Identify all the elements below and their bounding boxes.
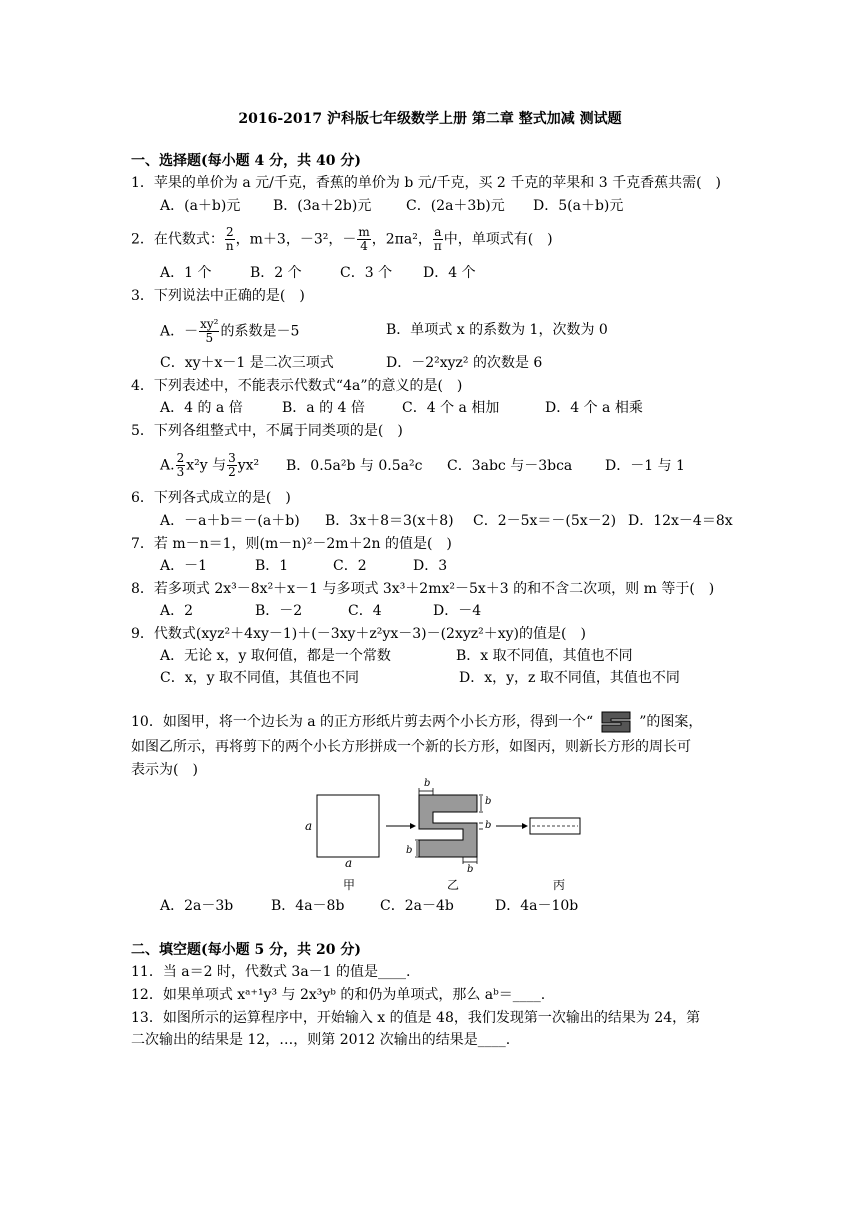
question-9: 9．代数式(xyz²＋4xy－1)＋(－3xy＋z²yx－3)－(2xyz²＋xy)的值是( ) [131,626,586,642]
fraction: $\frac{2}{3}$ [176,451,185,479]
q6-option-b: B．3x＋8＝3(x＋8) [325,513,454,529]
q1-option-d: D．5(a＋b)元 [533,198,624,214]
page-title: 2016-2017 沪科版七年级数学上册 第二章 整式加减 测试题 [238,111,622,127]
q9-option-a: A．无论 x，y 取何值，都是一个常数 [160,648,391,664]
q6-option-c: C．2－5x＝－(5x－2) [473,513,617,529]
fraction: $\frac{a}{\pi}$ [433,225,442,253]
fraction: $\frac{2}{n}$ [225,225,234,253]
q7-option-d: D．3 [413,558,448,574]
q8-option-b: B．－2 [255,603,303,619]
q7-option-c: C．2 [333,558,367,574]
label-b-right1: b [485,796,492,807]
q4-option-d: D．4 个 a 相乘 [545,400,643,416]
q2-option-c: C．3 个 [340,265,393,281]
fraction: $\frac{\text{xy²}}{5}$ [200,317,219,345]
question-10-line-3: 表示为( ) [131,762,198,778]
q8-option-a: A．2 [160,603,194,619]
question-3: 3．下列说法中正确的是( ) [131,288,305,304]
question-12: 12．如果单项式 xᵃ⁺¹y³ 与 2x³yᵇ 的和仍为单项式，那么 aᵇ＝____. [131,987,546,1003]
question-10: 10．如图甲，将一个边长为 a 的正方形纸片剪去两个小长方形，得到一个“ ”的图案， [131,711,702,733]
q2-option-a: A．1 个 [160,265,212,281]
label-b-top: b [424,778,431,789]
question-2: 2．在代数式： $\frac{2}{n}$ ，m＋3，－3²，－ $\frac{m}{4}$ ，2πa²， $\frac{a}{\pi}$ 中，单项式有( ) [131,225,553,253]
question-6: 6．下列各式成立的是( ) [131,490,291,506]
label-b-left: b [406,845,413,856]
arrowhead [522,823,528,829]
q5-option-c: C．3abc 与－3bca [447,458,573,474]
q3-option-b: B．单项式 x 的系数为 1，次数为 0 [386,322,608,338]
q4-option-a: A．4 的 a 倍 [160,400,243,416]
q7-option-b: B．1 [255,558,289,574]
q1-option-b: B．(3a＋2b)元 [273,198,372,214]
section-heading-fill: 二、填空题(每小题 5 分，共 20 分) [131,942,361,958]
label-bing: 丙 [553,878,566,892]
q5-option-d: D．－1 与 1 [605,458,685,474]
q3-option-c: C．xy＋x－1 是二次三项式 [160,355,334,371]
label-a-side: a [305,819,313,833]
section-heading-choice: 一、选择题(每小题 4 分，共 40 分) [131,153,361,169]
q9-option-c: C．x，y 取不同值，其值也不同 [160,670,359,686]
q10-option-d: D．4a－10b [495,898,579,914]
question-13: 13．如图所示的运算程序中，开始输入 x 的值是 48，我们发现第一次输出的结果为 24，第 [131,1010,701,1026]
q4-option-c: C．4 个 a 相加 [402,400,500,416]
q2-option-b: B．2 个 [250,265,302,281]
q5-option-a: A. $\frac{2}{3}$ x²y 与 $\frac{3}{2}$ yx² [160,451,260,479]
q10-option-b: B．4a－8b [271,898,345,914]
square-jia [317,795,379,857]
arrowhead [410,823,416,829]
q10-option-a: A．2a－3b [160,898,234,914]
q6-option-a: A．－a＋b＝－(a＋b) [160,513,300,529]
q6-option-d: D．12x－4＝8x [628,513,733,529]
q3-option-d: D．－2²xyz² 的次数是 6 [386,355,543,371]
q7-option-a: A．－1 [160,558,208,574]
q9-option-b: B．x 取不同值，其值也不同 [456,648,633,664]
q1-option-a: A．(a＋b)元 [160,198,241,214]
question-1: 1．苹果的单价为 a 元/千克，香蕉的单价为 b 元/千克，买 2 千克的苹果和 3 千克香蕉共需( ) [131,175,721,191]
question-4: 4．下列表述中，不能表示代数式“4a”的意义的是( ) [131,378,463,394]
question-11: 11．当 a＝2 时，代数式 3a－1 的值是____. [131,964,411,980]
label-b-bottom: b [467,864,474,875]
label-b-right2: b [485,820,492,831]
label-yi: 乙 [447,878,460,892]
question-13-line-2: 二次输出的结果是 12，…，则第 2012 次输出的结果是____. [131,1032,511,1048]
question-8: 8．若多项式 2x³－8x²＋x－1 与多项式 3x³＋2mx²－5x＋3 的和不含二次项，则 m 等于( ) [131,581,715,597]
fraction: $\frac{m}{4}$ [358,225,370,253]
s-shape-yi [419,795,477,857]
question-10-line-2: 如图乙所示，再将剪下的两个小长方形拼成一个新的长方形，如图丙，则新长方形的周长可 [131,739,691,755]
q10-option-c: C．2a－4b [380,898,454,914]
q1-option-c: C．(2a＋3b)元 [406,198,505,214]
q4-option-b: B．a 的 4 倍 [282,400,365,416]
q5-option-b: B．0.5a²b 与 0.5a²c [286,458,423,474]
q8-option-c: C．4 [348,603,382,619]
label-jia: 甲 [343,878,356,892]
figure-diagram [300,778,590,878]
question-7: 7．若 m－n＝1，则(m－n)²－2m＋2n 的值是( ) [131,536,452,552]
s-shape-icon [593,711,639,733]
q9-option-d: D．x，y，z 取不同值，其值也不同 [459,670,680,686]
fraction: $\frac{3}{2}$ [228,451,236,479]
q3-option-a: A．－ $\frac{\text{xy²}}{5}$ 的系数是－5 [160,317,300,345]
question-5: 5．下列各组整式中，不属于同类项的是( ) [131,423,403,439]
label-a-bottom: a [345,856,353,870]
q2-option-d: D．4 个 [423,265,476,281]
q8-option-d: D．－4 [433,603,482,619]
